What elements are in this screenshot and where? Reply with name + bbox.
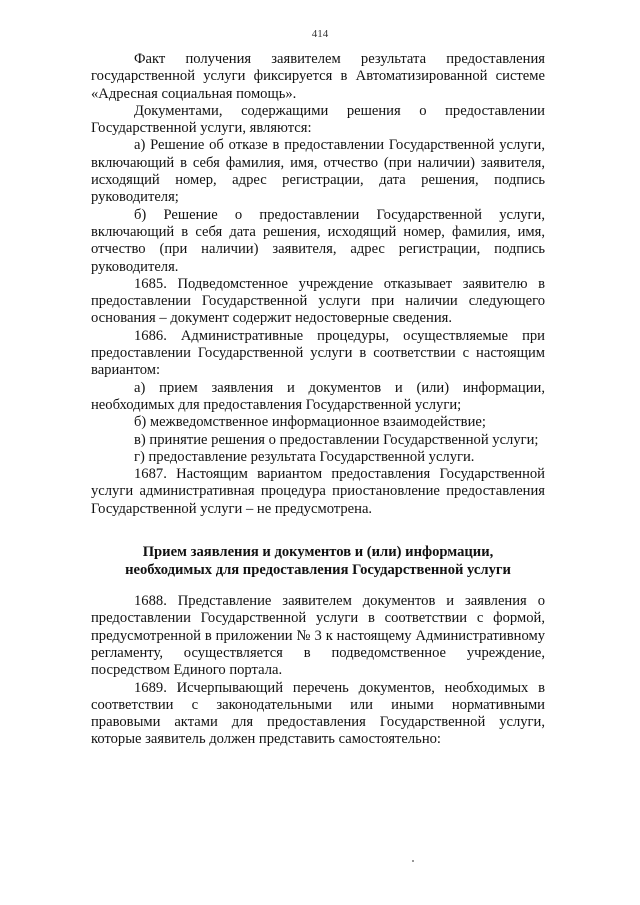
section-heading-line1: Прием заявления и документов и (или) информации,	[142, 544, 494, 561]
section-heading-line2: необходимых для предоставления Государственной услуги	[125, 562, 511, 579]
paragraph-result-fixation: Факт получения заявителем результата предоставления государственной услуги фиксируется в Автоматизированной системе «Адресная социальная помощь».	[91, 51, 545, 102]
paragraph-grant-decision: б) Решение о предоставлении Государственной услуги, включающий в себя дата решения, исходящий номер, фамилия, имя, отчество (при наличии) заявителя, адрес регистрации, подпись руководителя.	[91, 206, 545, 275]
paragraph-1687: 1687. Настоящим вариантом предоставления Государственной услуги административная процедура приостановление предоставления Государственной услуги – не предусмотрена.	[91, 466, 545, 517]
section-heading	[91, 543, 545, 579]
document-body	[91, 51, 545, 749]
paragraph-decision-documents: Документами, содержащими решения о предоставлении Государственной услуги, являются:	[91, 102, 545, 137]
paragraph-refusal-decision: а) Решение об отказе в предоставлении Государственной услуги, включающий в себя фамилия, имя, отчество (при наличии) заявителя, исходящий номер, адрес регистрации, дата решения, подпись руководителя;	[91, 137, 545, 206]
paragraph-1686: 1686. Административные процедуры, осуществляемые при предоставлении Государственной услуги в соответствии с настоящим вариантом:	[91, 327, 545, 379]
list-item-v: в) принятие решения о предоставлении Государственной услуги;	[134, 431, 539, 448]
scan-speck	[412, 860, 414, 862]
list-item-g: г) предоставление результата Государственной услуги.	[134, 448, 475, 465]
page-number: 414	[311, 28, 329, 40]
paragraph-1685: 1685. Подведомстенное учреждение отказывает заявителю в предоставлении Государственной услуги при наличии следующего основания – документ содержит недостоверные сведения.	[91, 275, 545, 327]
paragraph-1688: 1688. Представление заявителем документов и заявления о предоставлении Государственной услуги в соответствии с формой, предусмотренной в приложении № 3 к настоящему Административному регламенту, осуществляется в подведомственное учреждение, посредством Единого портала.	[91, 593, 545, 679]
list-item-a: а) прием заявления и документов и (или) информации, необходимых для предоставления Государственной услуги;	[91, 379, 545, 413]
paragraph-1689: 1689. Исчерпывающий перечень документов, необходимых в соответствии с законодательными или иными нормативными правовыми актами для предоставления Государственной услуги, которые заявитель должен представить самостоятельно:	[91, 679, 545, 748]
list-item-b: б) межведомственное информационное взаимодействие;	[134, 414, 486, 431]
